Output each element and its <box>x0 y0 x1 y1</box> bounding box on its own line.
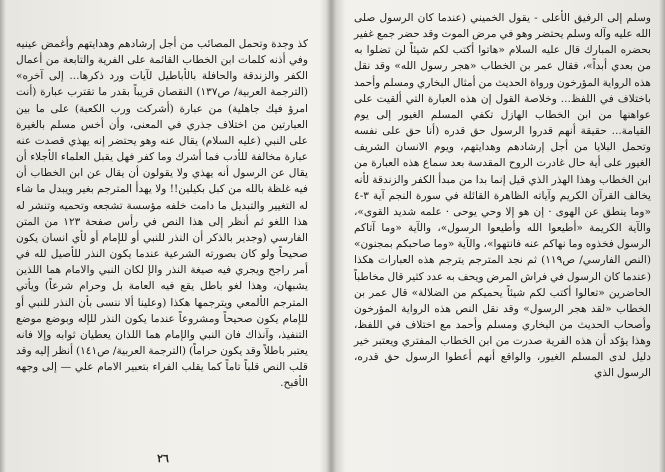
right-page-text: وسلم إلى الرفيق الأعلى - يقول الخميني (عندما كان الرسول صلى الله عليه وآله وسلم يحتضر وهو في مرض الموت وقد حضر جمع غفير بحضره المبارك قال عليه السلام «هاتوا أكتب لكم شيئاً لن تضلوا به من بعدي أبداً»، فقال عمر بن الخطاب «هجر رسول الله» وقد نقل هذه الرواية المؤرخون ورواة الحديث من أمثال البخاري ومسلم وأحمد باختلاف في اللفظ... وخلاصة القول إن هذه العبارة التي ألقيت على عواهنها من ابن الخطاب الهازل تكفي المسلم الغيور إلى يوم القيامة... حقيقة أنهم قدروا الرسول حق قدره (أنا حق على نفسه وتحمل البلايا من أجل إرشادهم وهدايتهم، ويوم الانسان الشريف الغيور على أية حال غادرت الروح المقدسة بعد سماع هذه العبارة من ابن الخطاب وهذا الهذر الذي قيل إنما بدا من مبدأ الكفر والزندقة لأنه يخالف القرآن الكريم وآياته الظاهرة القائلة في سورة النجم آية ٣-٤ «وما ينطق عن الهوى · إن هو إلا وحي يوحى · علمه شديد القوى»، والآية الكريمة «أطيعوا الله وأطيعوا الرسول»، والآية «وما آتاكم الرسول فخذوه وما نهاكم عنه فانتهوا»، والآية «وما صاحبكم بمجنون» (النص الفارسي/ ص١١٩) ثم نجد المترجم يترجم هذه العبارات هكذا (عندما كان الرسول في فراش المرض ويحف به عدد كثير قال مخاطباً الحاضرين «تعالوا أكتب لكم شيئاً يحميكم من الضلالة» قال عمر بن الخطاب «لقد هجر الرسول» وقد نقل النص هذه الرواية المؤرخون وأصحاب الحديث من البخاري ومسلم وأحمد مع اختلاف في اللفظ، وهذا يؤكد أن هذه الفرية صدرت من ابن الخطاب المفتري ويعتبر خير دليل لدى المسلم الغيور، والواقع أنهم أعطوا الرسول حق قدره، الرسول الذي <box>354 12 651 380</box>
book-gutter <box>326 0 336 472</box>
page-number: ٢٦ <box>157 452 169 465</box>
left-page <box>0 0 328 472</box>
left-page-text: كذ وجدة وتحمل المصائب من أجل إرشادهم وهدايتهم وأغمض عينيه وفي أذنه كلمات ابن الخطاب القائمة على الفرية والتابعة من أعمال الكفر والزندقة والحافلة بالأباطيل لآيات ورد ذكرها... إلى آخره» (الترجمة العربية/ ص١٣٧) النقصان قريباً بقدر ما تقترب عبارة (أنت امرؤ فيك جاهلية) من عبارة (أشركت ورب الكعبة) على ما بين العبارتين من اختلاف جذري في المعنى، وأن أخس مسلم بالغيرة على النبي (عليه السلام) يقال عنه وهو يحتضر إنه يهذي قصدت عنه عبارة مخالفة للأدب فما أشرك وما كفر فهل يقبل العلماء الأجلاء أن يقال عن الرسول أنه يهذي ولا يقولون أن يقال عن ابن الخطاب أن فيه غلظة بالله من كبل بكيلين!! ولا يهدأ المترجم بغير ويبدل ما شاء له التغيير والتبديل ما دامت خلفه مؤسسة تشجعه وتحميه وتنشر له هذا اللغو ثم أنظر إلى هذا النص في رأس صفحة ١٢٣ من المتن الفارسي (وجدير بالذكر أن النذر للنبي أو للإمام أو لأي انسان يكون صحيحاً ولو كان بصورته الشرعية عندما يكون النذر للأصيل لله في أمر راجح ويجري فيه صيغة النذر والإ لكان النبي والامام هما اللذين يشبهان، وهذا لغو باطل يقع فيه العامة بل وحرام شرعاً) ويأتي المترجم الألمعي ويترجمها هكذا (وعلينا ألا ننسى بأن النذر للنبي أو للإمام يكون صحيحاً ومشروعاً عندما يكون النذر للإله وبوضع موضع التنفيذ، وآنذاك فان النبي والإمام هما اللذان يعطيان ثوابه وإلا فانه يعتبر باطلاً وقد يكون حراماً) (الترجمة العربية/ ص١٤١) أنظر إليه وقد قلب النص قلباً تاماً كما يقلب الفراء بتعبير الامام علي — إلى وجهه الأقبح. <box>16 38 309 390</box>
right-page <box>336 0 665 472</box>
